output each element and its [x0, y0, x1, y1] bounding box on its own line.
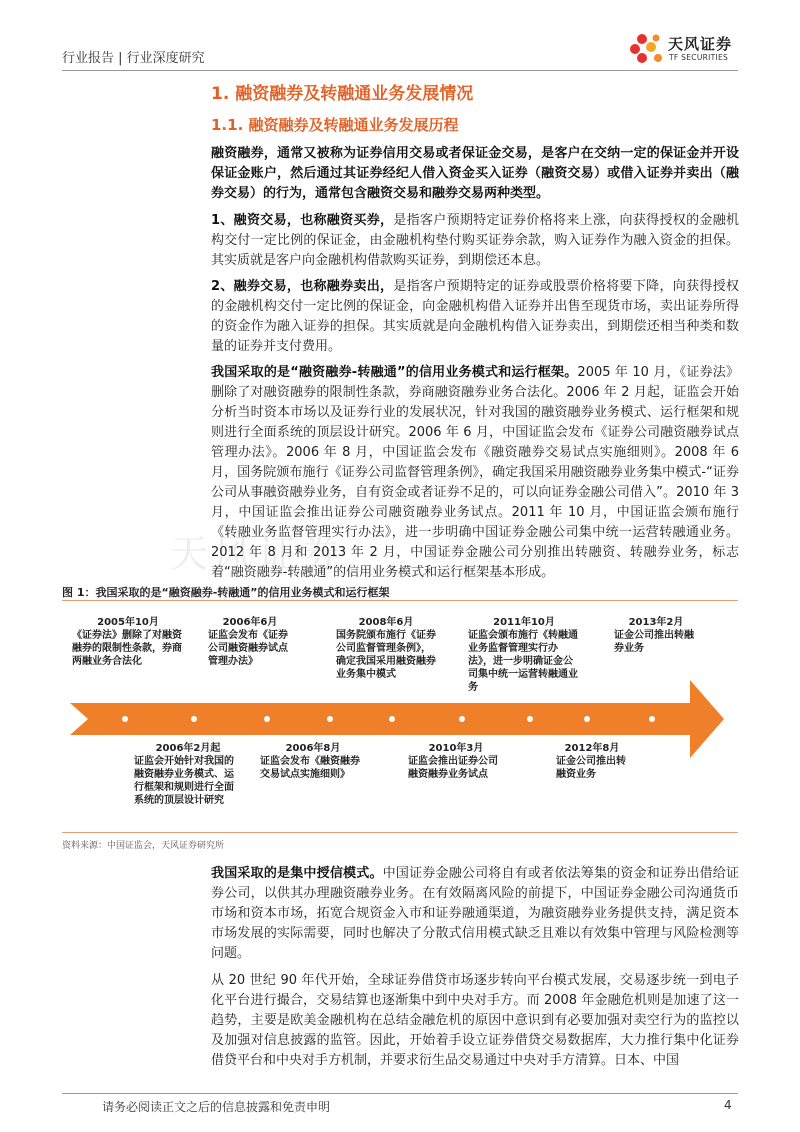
figure-top-rule	[62, 600, 738, 601]
timeline-dot	[191, 716, 197, 722]
timeline-dot	[649, 716, 655, 722]
timeline-event-date: 2006年8月	[285, 743, 341, 754]
timeline-event-top	[208, 616, 292, 668]
paragraph-global-trend-text: 从 20 世纪 90 年代开始，全球证券借贷市场逐步转向平台模式发展，交易逐步统一到电子化平台进行撮合，交易结算也逐渐集中到中央对手方。而 2008 年金融危机则是加速了这一趋势，主要是欧美金融机构在总结金融危机的原因中意识到有必要加强对卖空行为的监控以及加强对信息披露的监管。因此，开始着手设立证券借贷交易数据库，大力推行集中化证券借贷平台和中央对手方机制，并要求衍生品交易通过中央对手方清算。日本、中国	[211, 973, 739, 1068]
page-number: 4	[724, 1098, 732, 1112]
timeline-event-top	[336, 616, 436, 681]
timeline-dot	[527, 716, 533, 722]
footer-divider	[62, 1093, 738, 1094]
paragraph-global-trend	[211, 971, 739, 1071]
timeline-event-bottom	[556, 742, 628, 781]
timeline-event-top	[614, 616, 698, 655]
timeline-event-text: 《证券法》删除了对融资融券的限制性条款，券商两融业务合法化	[72, 630, 182, 667]
timeline-event-bottom	[260, 742, 366, 781]
timeline-event-bottom	[134, 742, 242, 807]
paragraph-definition	[211, 144, 739, 204]
timeline-event-date: 2005年10月	[97, 617, 159, 628]
paragraph-short-sell	[211, 277, 739, 357]
paragraph-history	[211, 363, 739, 583]
timeline-event-text: 证监会发布《证券公司融资融券试点管理办法》	[208, 630, 288, 667]
footer-disclaimer: 请务必阅读正文之后的信息披露和免责申明	[102, 1100, 331, 1114]
timeline-event-text: 证金公司推出转融资业务	[556, 756, 626, 780]
section-heading: 1. 融资融券及转融通业务发展情况	[211, 84, 474, 104]
header-divider	[62, 70, 738, 71]
logo-text-en: TF SECURITIES	[669, 53, 729, 62]
paragraph-credit-mode-lead: 我国采取的是集中授信模式。	[211, 866, 383, 881]
paragraph-history-lead: 我国采取的是“融资融券-转融通”的信用业务模式和运行框架。	[211, 365, 578, 380]
timeline-event-text: 证监会颁布施行《转融通业务监督管理实行办法》，进一步明确证金公司集中统一运营转融通业务	[468, 630, 578, 693]
timeline-dot	[389, 716, 395, 722]
report-category: 行业报告 | 行业深度研究	[62, 51, 205, 66]
subsection-heading: 1.1. 融资融券及转融通业务发展历程	[211, 116, 459, 134]
timeline-dot	[459, 716, 465, 722]
timeline-figure	[62, 602, 738, 830]
paragraph-margin-buy-body: 是指客户预期特定证券价格将来上涨，向获得授权的金融机构交付一定比例的保证金，由金融机构垫付购买证券余款，购入证券作为融入资金的担保。其实质就是客户向金融机构借款购买证券，到期偿还本息。	[211, 213, 739, 268]
timeline-event-top	[468, 616, 580, 694]
paragraph-margin-buy-lead: 1、融资交易，也称融资买券，	[211, 213, 394, 228]
watermark: 天风证券	[170, 532, 347, 576]
timeline-event-text: 证金公司推出转融券业务	[614, 630, 694, 654]
timeline-event-date: 2013年2月	[628, 617, 684, 628]
paragraph-margin-buy	[211, 211, 739, 271]
timeline-event-text: 国务院颁布施行《证券公司监督管理条例》，确定我国采用融资融券业务集中模式	[336, 630, 436, 680]
timeline-event-bottom	[408, 742, 504, 781]
timeline-event-date: 2006年6月	[222, 617, 278, 628]
paragraph-history-body: 2005 年 10 月，《证券法》删除了对融资融券的限制性条款，券商融资融券业务合法化。2006 年 2 月起，证监会开始分析当时资本市场以及证券行业的发展状况，针对我国的融资融券业务模式、运行框架和规则进行全面系统的顶层设计研究。2006 年 6 月，中国证监会发布《证券公司融资融券试点管理办法》。2006 年 8 月，中国证监会发布《融资融券交易试点实施细则》。2008 年 6 月，国务院颁布施行《证券公司监督管理条例》，确定我国采用融资融券业务集中模式-“证券公司从事融资融券业务，自有资金或者证券不足的，可以向证券金融公司借入”。2010 年 3 月，中国证监会推出证券公司融资融券业务试点。2011 年 10 月，中国证监会颁布施行《转融业务监督管理实行办法》，进一步明确中国证券金融公司集中统一运营转融通业务。2012 年 8 月和 2013 年 2 月，中国证券金融公司分别推出转融资、转融券业务，标志着“融资融券-转融通”的信用业务模式和运行框架基本形成。	[211, 365, 739, 580]
figure-source: 资料来源：中国证监会，天风证券研究所	[62, 841, 225, 851]
paragraph-short-sell-lead: 2、融券交易，也称融券卖出，	[211, 279, 394, 294]
timeline-event-date: 2011年10月	[493, 617, 555, 628]
timeline-event-text: 证监会发布《融资融券交易试点实施细则》	[260, 756, 360, 780]
timeline-event-date: 2012年8月	[564, 743, 620, 754]
timeline-event-text: 证监会开始针对我国的融资融券业务模式、运行框架和规则进行全面系统的顶层设计研究	[134, 756, 234, 806]
timeline-dot	[327, 716, 333, 722]
timeline-event-top	[72, 616, 184, 668]
timeline-event-text: 证监会推出证券公司融资融券业务试点	[408, 756, 498, 780]
logo-text-cn: 天风证券	[668, 35, 733, 53]
timeline-dot	[264, 716, 270, 722]
timeline-event-date: 2006年2月起	[155, 743, 221, 754]
timeline-event-date: 2010年3月	[428, 743, 484, 754]
timeline-dot	[584, 716, 590, 722]
paragraph-short-sell-body: 是指客户预期特定的证券或股票价格将要下降，向获得授权的金融机构交付一定比例的保证金，向金融机构借入证券并出售至现货市场，卖出证券所得的资金作为融入证券的担保。其实质就是向金融机构借入证券卖出，到期偿还相当种类和数量的证券并支付费用。	[211, 279, 739, 354]
paragraph-definition-text: 融资融券，通常又被称为证券信用交易或者保证金交易，是客户在交纳一定的保证金并开设保证金账户，然后通过其证券经纪人借入资金买入证券（融资交易）或借入证券并卖出（融券交易）的行为，通常包含融资交易和融券交易两种类型。	[211, 146, 739, 201]
timeline-event-date: 2008年6月	[358, 617, 414, 628]
timeline-dot	[122, 716, 128, 722]
paragraph-credit-mode	[211, 864, 739, 964]
figure-title: 图 1：我国采取的是“融资融券-转融通”的信用业务模式和运行框架	[62, 586, 390, 599]
paragraph-credit-mode-body: 中国证券金融公司将自有或者依法筹集的资金和证券出借给证券公司，以供其办理融资融券业务。在有效隔离风险的前提下，中国证券金融公司沟通货币市场和资本市场，拓宽合规资金入市和证券融通渠道，为融资融券业务提供支持，满足资本市场发展的实际需要，同时也解决了分散式信用模式缺乏且难以有效集中管理与风险检测等问题。	[211, 866, 739, 961]
figure-bottom-rule	[62, 832, 738, 833]
